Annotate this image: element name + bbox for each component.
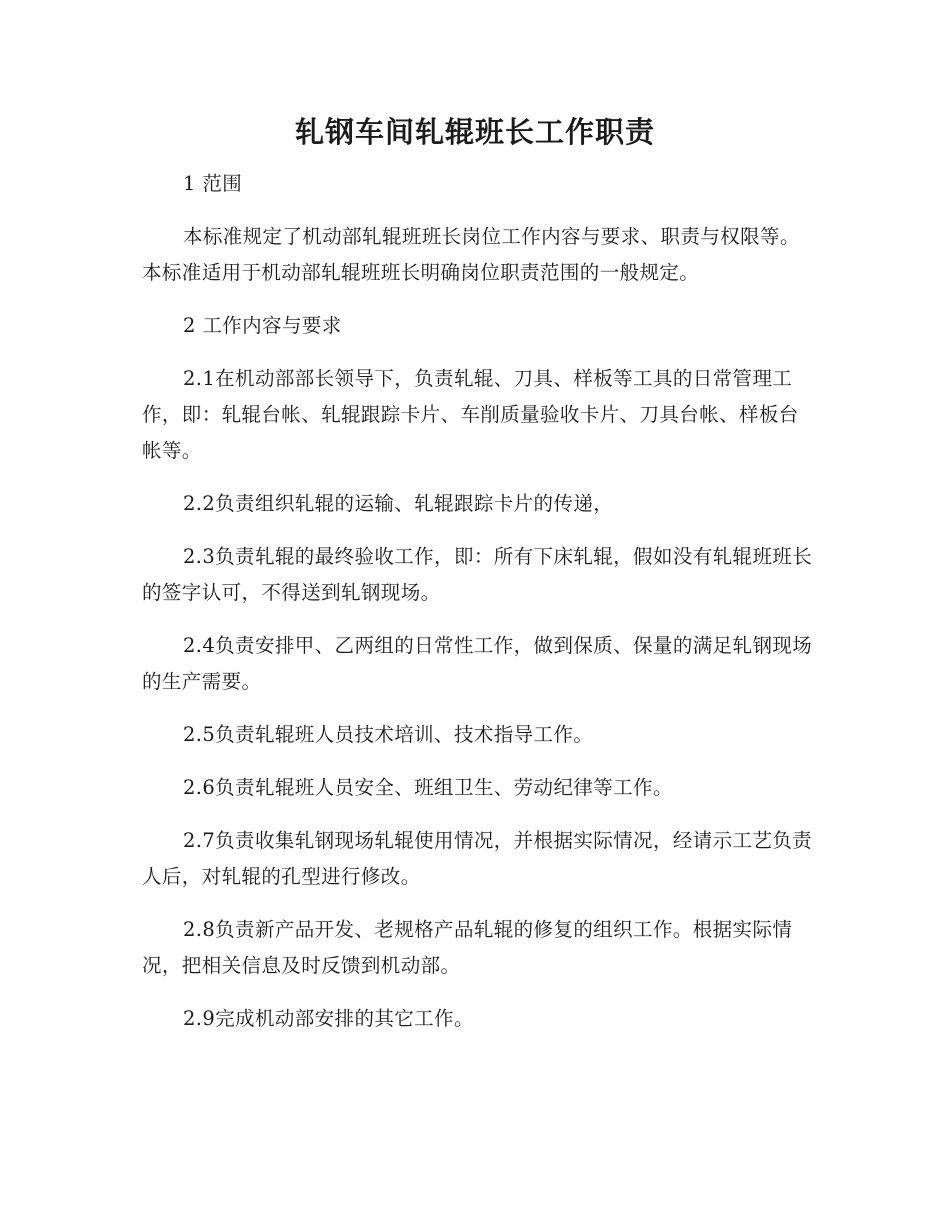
document-body — [142, 166, 814, 1054]
document-title: 轧钢车间轧辊班长工作职责 — [294, 115, 655, 149]
paragraph-item-2-4: 2.4负责安排甲、乙两组的日常性工作，做到保质、保量的满足轧钢现场的生产需要。 — [142, 634, 813, 693]
paragraph-item-2-2: 2.2负责组织轧辊的运输、轧辊跟踪卡片的传递， — [182, 492, 614, 515]
paragraph-item-2-3: 2.3负责轧辊的最终验收工作，即：所有下床轧辊，假如没有轧辊班班长的签字认可，不得送到轧钢现场。 — [142, 545, 813, 604]
paragraph-item-2-6: 2.6负责轧辊班人员安全、班组卫生、劳动纪律等工作。 — [182, 776, 673, 799]
paragraph-scope-text: 本标准规定了机动部轧辊班班长岗位工作内容与要求、职责与权限等。本标准适用于机动部轧辊班班长明确岗位职责范围的一般规定。 — [142, 225, 800, 284]
paragraph-item-2-8: 2.8负责新产品开发、老规格产品轧辊的修复的组织工作。根据实际情况，把相关信息及时反馈到机动部。 — [142, 918, 793, 977]
paragraph-item-2-9: 2.9完成机动部安排的其它工作。 — [182, 1007, 474, 1030]
section-heading-scope: 1 范围 — [182, 172, 243, 195]
paragraph-item-2-7: 2.7负责收集轧钢现场轧辊使用情况，并根据实际情况，经请示工艺负责人后，对轧辊的孔型进行修改。 — [142, 829, 813, 888]
paragraph-item-2-5: 2.5负责轧辊班人员技术培训、技术指导工作。 — [182, 723, 594, 746]
paragraph-item-2-1: 2.1在机动部部长领导下，负责轧辊、刀具、样板等工具的日常管理工作，即：轧辊台帐、轧辊跟踪卡片、车削质量验收卡片、刀具台帐、样板台帐等。 — [142, 367, 799, 462]
section-heading-work-content: 2 工作内容与要求 — [182, 314, 342, 337]
